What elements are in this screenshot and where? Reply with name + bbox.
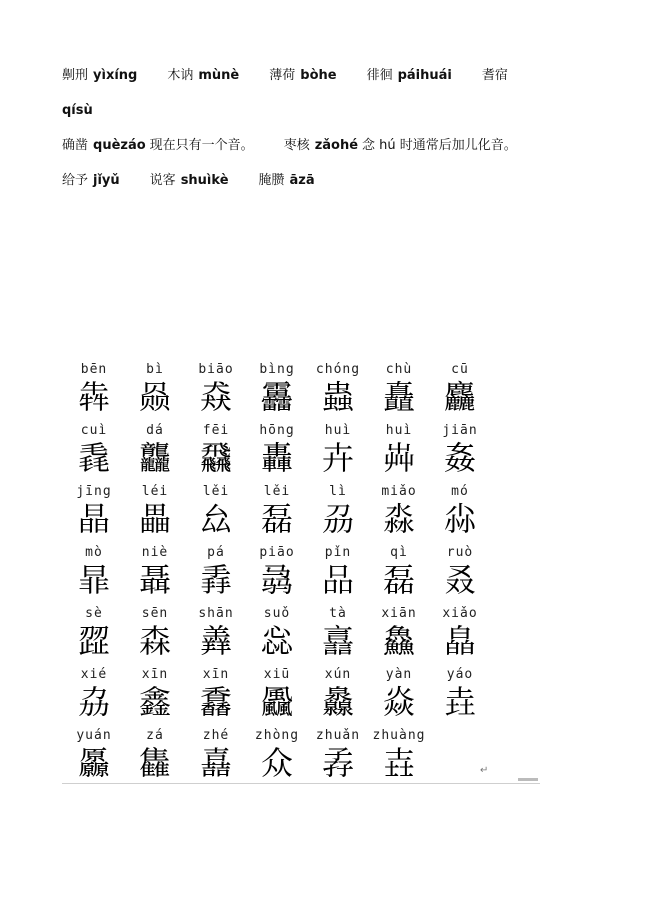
char-cell [369,362,429,422]
char-cell [64,362,124,422]
char-glyph: 垚 [443,683,476,721]
char-pinyin: mó [451,484,469,499]
vocab-pinyin: shuìkè [180,173,229,188]
char-glyph: 劦 [77,683,110,721]
char-glyph: 鑫 [138,683,171,721]
char-cell [125,667,185,727]
char-glyph: 骉 [260,561,293,599]
char-pinyin: cū [451,362,469,377]
char-pinyin: sēn [141,606,169,621]
char-glyph: 掱 [199,561,232,599]
char-cell [186,545,246,605]
vocab-item [259,173,315,188]
vocab-item [367,68,452,83]
vocab-note: 现在只有一个音。 [149,138,254,153]
char-pinyin: cuì [80,423,108,438]
char-pinyin: shān [198,606,234,621]
vocab-pinyin: yìxíng [93,68,138,83]
char-glyph: 赑 [138,378,171,416]
char-cell [430,606,490,666]
char-cell [64,545,124,605]
char-glyph: 飍 [260,683,293,721]
char-cell [308,484,368,544]
char-glyph: 犇 [77,378,110,416]
char-pinyin: xún [324,667,352,682]
char-pinyin: jīng [76,484,112,499]
char-glyph: 飝 [199,439,232,477]
char-cell [64,484,124,544]
char-glyph: 靐 [260,378,293,416]
char-cell [64,606,124,666]
char-glyph: 雥 [138,744,171,782]
vocab-item [62,68,137,83]
char-glyph: 麤 [443,378,476,416]
vocab-pinyin: quèzáo [93,138,146,153]
char-glyph: 卉 [321,439,354,477]
char-cell [64,667,124,727]
vocab-item [269,68,336,83]
char-cell [64,423,124,483]
char-cell [308,728,368,788]
char-pinyin: bēn [80,362,108,377]
char-pinyin: xiān [381,606,417,621]
char-glyph: 矗 [382,378,415,416]
char-pinyin: lì [329,484,347,499]
char-cell [369,423,429,483]
char-pinyin: pǐn [324,545,352,560]
char-glyph: 聶 [138,561,171,599]
char-cell [186,423,246,483]
char-cell [369,484,429,544]
char-cell [186,728,246,788]
char-glyph: 晶 [77,500,110,538]
char-pinyin: zhuàng [372,728,426,743]
char-cell [125,423,185,483]
vocab-hanzi: 耆宿 [481,68,508,83]
text-block [62,66,602,191]
vocab-hanzi: 徘徊 [366,68,393,83]
char-cell [369,728,429,788]
char-pinyin: lěi [263,484,291,499]
char-cell [369,667,429,727]
character-chart-image [62,352,540,788]
char-pinyin: yàn [385,667,413,682]
vocab-item [167,68,239,83]
char-pinyin: chù [385,362,413,377]
vocab-pinyin: zǎohé [314,138,359,153]
vocab-pinyin: bòhe [300,68,337,83]
vocab-item [62,138,254,153]
vocab-pinyin: qísù [62,103,93,118]
char-cell [64,728,124,788]
char-pinyin: huì [385,423,413,438]
vocab-hanzi: 腌臜 [258,173,285,188]
char-glyph: 譶 [321,622,354,660]
char-pinyin: piāo [259,545,295,560]
char-cell [430,484,490,544]
char-pinyin: hōng [259,423,295,438]
char-cell [125,484,185,544]
char-glyph: 歰 [77,622,110,660]
char-glyph: 猋 [199,378,232,416]
vocab-item [62,103,93,118]
char-pinyin: zhòng [254,728,300,743]
return-mark: ↵ [480,765,489,776]
vocab-line [62,66,602,86]
char-pinyin: zhé [202,728,230,743]
vocab-line [62,136,602,156]
char-cell [186,606,246,666]
char-pinyin: miǎo [381,484,417,499]
vocab-pinyin: páihuái [397,68,452,83]
char-pinyin: yáo [446,667,474,682]
char-glyph: 芔 [382,439,415,477]
char-pinyin: jiān [442,423,478,438]
char-cell [308,362,368,422]
char-cell [369,545,429,605]
vocab-hanzi: 说客 [149,173,176,188]
char-pinyin: chóng [315,362,361,377]
char-cell [308,667,368,727]
char-pinyin: pá [207,545,225,560]
vocab-hanzi: 确凿 [62,138,89,153]
char-glyph: 皛 [443,622,476,660]
char-pinyin: xīn [141,667,169,682]
char-pinyin: xīn [202,667,230,682]
char-glyph: 磊 [260,500,293,538]
char-cell [369,606,429,666]
char-glyph: 刕 [321,500,354,538]
char-pinyin: xiū [263,667,291,682]
char-cell [247,667,307,727]
char-pinyin: bìng [259,362,295,377]
char-cell [247,362,307,422]
char-glyph: 孨 [321,744,354,782]
char-pinyin: niè [141,545,169,560]
char-glyph: 灥 [321,683,354,721]
char-cell [247,484,307,544]
char-pinyin: bì [146,362,164,377]
char-glyph: 叒 [443,561,476,599]
char-glyph: 蟲 [321,378,354,416]
char-pinyin: lěi [202,484,230,499]
char-glyph: 羴 [199,622,232,660]
char-cell [186,667,246,727]
char-glyph: 龘 [138,439,171,477]
char-glyph: 畾 [138,500,171,538]
vocab-hanzi: 枣核 [283,138,310,153]
char-pinyin: léi [141,484,169,499]
watermark-mark [518,778,538,781]
char-pinyin: tà [329,606,347,621]
char-glyph: 轟 [260,439,293,477]
char-pinyin: xiǎo [442,606,478,621]
char-glyph: 姦 [443,439,476,477]
char-cell [430,423,490,483]
vocab-hanzi: 木讷 [167,68,194,83]
char-cell [247,728,307,788]
char-cell [247,606,307,666]
char-cell [430,667,490,727]
char-cell [186,362,246,422]
char-cell [247,423,307,483]
char-cell [430,545,490,605]
char-glyph: 磊 [382,561,415,599]
char-pinyin: zá [146,728,164,743]
char-pinyin: qì [390,545,408,560]
char-pinyin: xié [80,667,108,682]
char-cell [308,423,368,483]
vocab-item [284,138,517,153]
char-pinyin: zhuǎn [315,728,361,743]
char-cell [247,545,307,605]
char-glyph: 鱻 [382,622,415,660]
char-glyph: 森 [138,622,171,660]
char-pinyin: sè [85,606,103,621]
char-glyph: 惢 [260,622,293,660]
char-glyph: 厽 [199,500,232,538]
char-glyph: 尛 [443,500,476,538]
char-glyph: 暃 [77,561,110,599]
char-glyph: 众 [260,744,293,782]
char-glyph: 焱 [382,683,415,721]
vocab-pinyin: āzā [289,173,315,188]
char-glyph: 嚞 [199,744,232,782]
char-cell [186,484,246,544]
vocab-item [482,68,508,83]
vocab-item [62,173,120,188]
char-cell [308,545,368,605]
char-cell [125,606,185,666]
vocab-hanzi: 给予 [62,173,89,188]
char-cell [125,545,185,605]
char-pinyin: mò [85,545,103,560]
char-pinyin: fēi [202,423,230,438]
char-cell [430,362,490,422]
char-glyph: 馫 [199,683,232,721]
vocab-note: 念 hú 时通常后加儿化音。 [362,138,517,153]
char-glyph: 厵 [77,744,110,782]
vocab-hanzi: 薄荷 [269,68,296,83]
char-pinyin: ruò [446,545,474,560]
char-glyph: 品 [321,561,354,599]
char-pinyin: dá [146,423,164,438]
vocab-pinyin: jǐyǔ [93,173,120,188]
char-pinyin: yuán [76,728,112,743]
char-glyph: 淼 [382,500,415,538]
char-glyph: 毳 [77,439,110,477]
vocab-pinyin: mùnè [198,68,240,83]
char-pinyin: huì [324,423,352,438]
vocab-hanzi: 劓刑 [62,68,89,83]
vocab-line [62,101,602,121]
vocab-item [150,173,229,188]
char-pinyin: biāo [198,362,234,377]
char-pinyin: suǒ [263,606,291,621]
char-cell [125,728,185,788]
char-cell [308,606,368,666]
char-cell [125,362,185,422]
vocab-line [62,171,602,191]
char-glyph: 壵 [382,744,415,782]
